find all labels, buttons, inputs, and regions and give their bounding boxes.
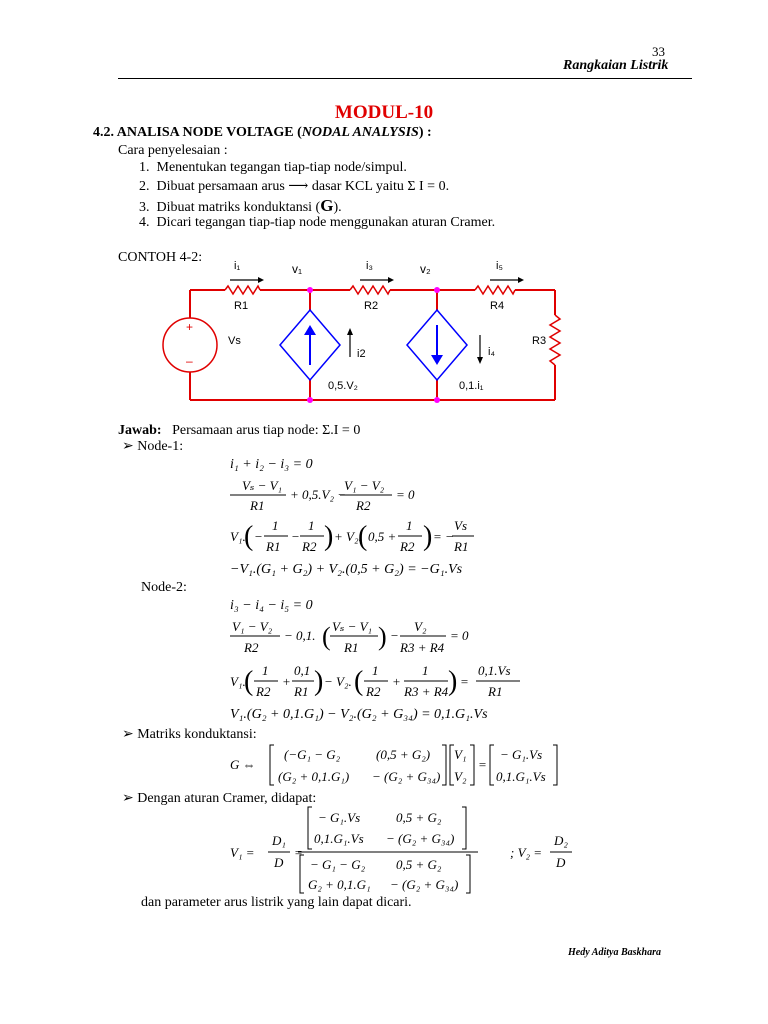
svg-text:0,1.G₁.Vs: 0,1.G₁.Vs	[314, 831, 364, 846]
node1-eq3	[228, 515, 478, 559]
svg-text:V₁: V₁	[454, 747, 467, 762]
label-src1: 0,5.V₂	[328, 380, 358, 392]
vs-plus: +	[186, 320, 194, 334]
label-r3: R3	[532, 335, 547, 347]
module-title: MODUL-10	[334, 102, 434, 123]
closing-text: dan parameter arus listrik yang lain dapat dicari.	[141, 895, 412, 910]
svg-text:−: −	[291, 529, 300, 544]
matrix-label: Matriks konduktansi:	[137, 727, 257, 742]
list-item: 4. Dicari tegangan tiap-tiap node menggunakan aturan Cramer.	[139, 215, 496, 230]
svg-text:(: (	[354, 666, 364, 697]
svg-text:R1: R1	[266, 539, 281, 554]
label-i3: i₃	[366, 260, 373, 272]
svg-text:R1: R1	[294, 684, 309, 699]
list-item: 2. Dibuat persamaan arus ⟶ dasar KCL yaitu Σ I = 0.	[139, 179, 450, 194]
svg-text:1: 1	[422, 663, 429, 678]
bullet-cramer: ➢ Dengan aturan Cramer, didapat:	[122, 791, 317, 806]
label-i2: i2	[357, 348, 366, 360]
svg-text:− G₁ − G₂: − G₁ − G₂	[310, 857, 366, 872]
svg-text:0,5 + G₂: 0,5 + G₂	[396, 857, 442, 872]
node1-eq4: −V₁.(G₁ + G₂) + V₂.(0,5 + G₂) = −G₁.Vs	[230, 562, 463, 577]
svg-text:0,1.Vs: 0,1.Vs	[478, 663, 511, 678]
svg-text:1: 1	[406, 518, 413, 533]
svg-text:R1: R1	[454, 539, 469, 554]
bullet-matrix: ➢ Matriks konduktansi:	[122, 727, 257, 742]
svg-text:V₁ =: V₁ =	[230, 845, 255, 860]
resistor-r3	[550, 315, 560, 365]
label-r4: R4	[490, 300, 505, 312]
header-title: Rangkaian Listrik	[563, 58, 669, 73]
svg-text:V₁ − V₂: V₁ − V₂	[232, 619, 273, 634]
svg-text:(: (	[322, 622, 331, 651]
example-label: CONTOH 4-2:	[118, 250, 203, 265]
node1-label: Node-1:	[137, 439, 184, 454]
svg-text:V₁.: V₁.	[230, 674, 246, 689]
label-i4: i₄	[488, 346, 495, 358]
svg-text:D: D	[556, 855, 566, 870]
svg-text:− (G₂ + G₃₄): − (G₂ + G₃₄)	[386, 831, 455, 846]
svg-text:1: 1	[262, 663, 269, 678]
resistor-r1	[225, 286, 260, 294]
footer-author: Hedy Aditya Baskhara	[568, 947, 661, 958]
svg-text:V₁ − V₂: V₁ − V₂	[344, 478, 385, 493]
svg-text:R2: R2	[302, 539, 317, 554]
intro-text: Cara penyelesaian :	[118, 143, 228, 158]
svg-text:+: +	[392, 674, 401, 689]
label-v1: v₁	[292, 262, 303, 276]
node2-eq4: V₁.(G₂ + 0,1.G₁) − V₂.(G₂ + G₃₄) = 0,1.G₁.Vs	[230, 707, 488, 722]
svg-text:− 0,1.: − 0,1.	[284, 628, 316, 643]
svg-text:(: (	[358, 521, 368, 552]
svg-text:R3 + R4: R3 + R4	[400, 640, 445, 655]
svg-text:− V₂.: − V₂.	[324, 674, 352, 689]
svg-text:1: 1	[308, 518, 315, 533]
node2-eq3	[228, 660, 528, 704]
svg-text:G₂ + 0,1.G₁: G₂ + 0,1.G₁	[308, 877, 371, 892]
list-item: 3. Dibuat matriks konduktansi (G).	[139, 196, 342, 215]
svg-text:V₁.: V₁.	[230, 529, 246, 544]
list-item: 1. Menentukan tegangan tiap-tiap node/simpul.	[139, 160, 407, 175]
svg-text:= 0: = 0	[396, 487, 415, 502]
svg-text:R1: R1	[250, 498, 265, 513]
svg-text:R1: R1	[488, 684, 503, 699]
svg-text:− (G₂ + G₃₄): − (G₂ + G₃₄)	[372, 769, 441, 784]
node2-eq1: i₃ − i₄ − i₅ = 0	[230, 598, 313, 613]
svg-text:0,5 + G₂: 0,5 + G₂	[396, 810, 442, 825]
svg-text:=: =	[478, 757, 487, 772]
label-v2: v₂	[420, 262, 431, 276]
svg-text:D₂: D₂	[554, 833, 568, 848]
svg-text:V₂: V₂	[454, 769, 467, 784]
svg-text:0,1.G₁.Vs: 0,1.G₁.Vs	[496, 769, 546, 784]
svg-text:(0,5 + G₂): (0,5 + G₂)	[376, 747, 431, 762]
node2-eq2	[228, 617, 478, 659]
section-number: 4.2.	[93, 125, 114, 140]
svg-text:1: 1	[272, 518, 279, 533]
label-src2: 0,1.i₁	[459, 380, 484, 392]
node1-eq1: i₁ + i₂ − i₃ = 0	[230, 457, 313, 472]
svg-text:=: =	[460, 674, 469, 689]
svg-text:Vₛ − V₁: Vₛ − V₁	[332, 619, 373, 634]
svg-text:− (G₂ + G₃₄): − (G₂ + G₃₄)	[390, 877, 459, 892]
vs-minus: –	[186, 354, 193, 368]
svg-text:−: −	[254, 529, 263, 544]
section-title: ANALISA NODE VOLTAGE	[116, 125, 294, 140]
svg-text:D: D	[274, 855, 284, 870]
svg-text:=: =	[294, 845, 303, 860]
svg-text:(: (	[244, 666, 254, 697]
svg-text:0,5 +: 0,5 +	[368, 529, 397, 544]
svg-text:): )	[423, 521, 433, 552]
header-rule	[118, 78, 692, 79]
answer-label: Jawab:	[118, 423, 162, 438]
svg-text:= −: = −	[433, 529, 454, 544]
svg-text:= 0: = 0	[450, 628, 469, 643]
node2-label: Node-2:	[141, 580, 187, 595]
svg-text:(G₂ + 0,1.G₁): (G₂ + 0,1.G₁)	[278, 769, 350, 784]
resistor-r4	[475, 286, 515, 294]
svg-text:D₁: D₁	[272, 833, 286, 848]
conductance-matrix	[228, 741, 568, 789]
label-r2: R2	[364, 300, 379, 312]
svg-text:Vₛ − V₁: Vₛ − V₁	[242, 478, 283, 493]
node1-eq2	[228, 476, 438, 514]
svg-text:Vs: Vs	[454, 518, 467, 533]
svg-text:R2: R2	[356, 498, 371, 513]
svg-text:− G₁.Vs: − G₁.Vs	[318, 810, 361, 825]
cramer-label: Dengan aturan Cramer, didapat:	[137, 791, 317, 806]
svg-text:+ V₂.: + V₂.	[334, 529, 362, 544]
svg-text:R2: R2	[366, 684, 381, 699]
svg-text:+: +	[282, 674, 291, 689]
page-number: 33	[652, 44, 665, 59]
label-i1: i₁	[234, 260, 241, 272]
answer-line	[118, 423, 360, 439]
svg-text:; V₂ =: ; V₂ =	[510, 845, 543, 860]
svg-text:V₂: V₂	[414, 619, 427, 634]
svg-text:(: (	[244, 521, 254, 552]
svg-text:R2: R2	[244, 640, 259, 655]
svg-text:−: −	[390, 628, 399, 643]
section-title-paren: NODAL ANALYSIS	[301, 125, 419, 140]
label-r1: R1	[234, 300, 249, 312]
svg-text:+ 0,5.V₂ −: + 0,5.V₂ −	[290, 487, 347, 502]
svg-text:0,1: 0,1	[294, 663, 311, 678]
label-vs: Vs	[228, 335, 241, 347]
bullet-node1: ➢ Node-1:	[122, 439, 184, 454]
svg-text:R2: R2	[256, 684, 271, 699]
section-heading: 4.2. ANALISA NODE VOLTAGE (NODAL ANALYSIS) :	[93, 125, 432, 140]
svg-text:− G₁.Vs: − G₁.Vs	[500, 747, 543, 762]
svg-text:1: 1	[372, 663, 379, 678]
svg-text:G ⇔: G ⇔	[230, 757, 256, 772]
section-suffix: :	[423, 125, 432, 140]
svg-text:R2: R2	[400, 539, 415, 554]
svg-text:R3 + R4: R3 + R4	[404, 684, 449, 699]
svg-text:): )	[324, 521, 334, 552]
circuit-diagram	[150, 255, 580, 415]
svg-text:R1: R1	[344, 640, 359, 655]
svg-text:): )	[378, 622, 387, 651]
answer-text: Persamaan arus tiap node: Σ.I = 0	[172, 423, 361, 438]
svg-text:): )	[448, 666, 458, 697]
resistor-r2	[350, 286, 390, 294]
label-i5: i₅	[496, 260, 503, 272]
cramer-equation	[228, 805, 578, 895]
svg-text:): )	[314, 666, 324, 697]
svg-text:(−G₁ − G₂: (−G₁ − G₂	[284, 747, 341, 762]
